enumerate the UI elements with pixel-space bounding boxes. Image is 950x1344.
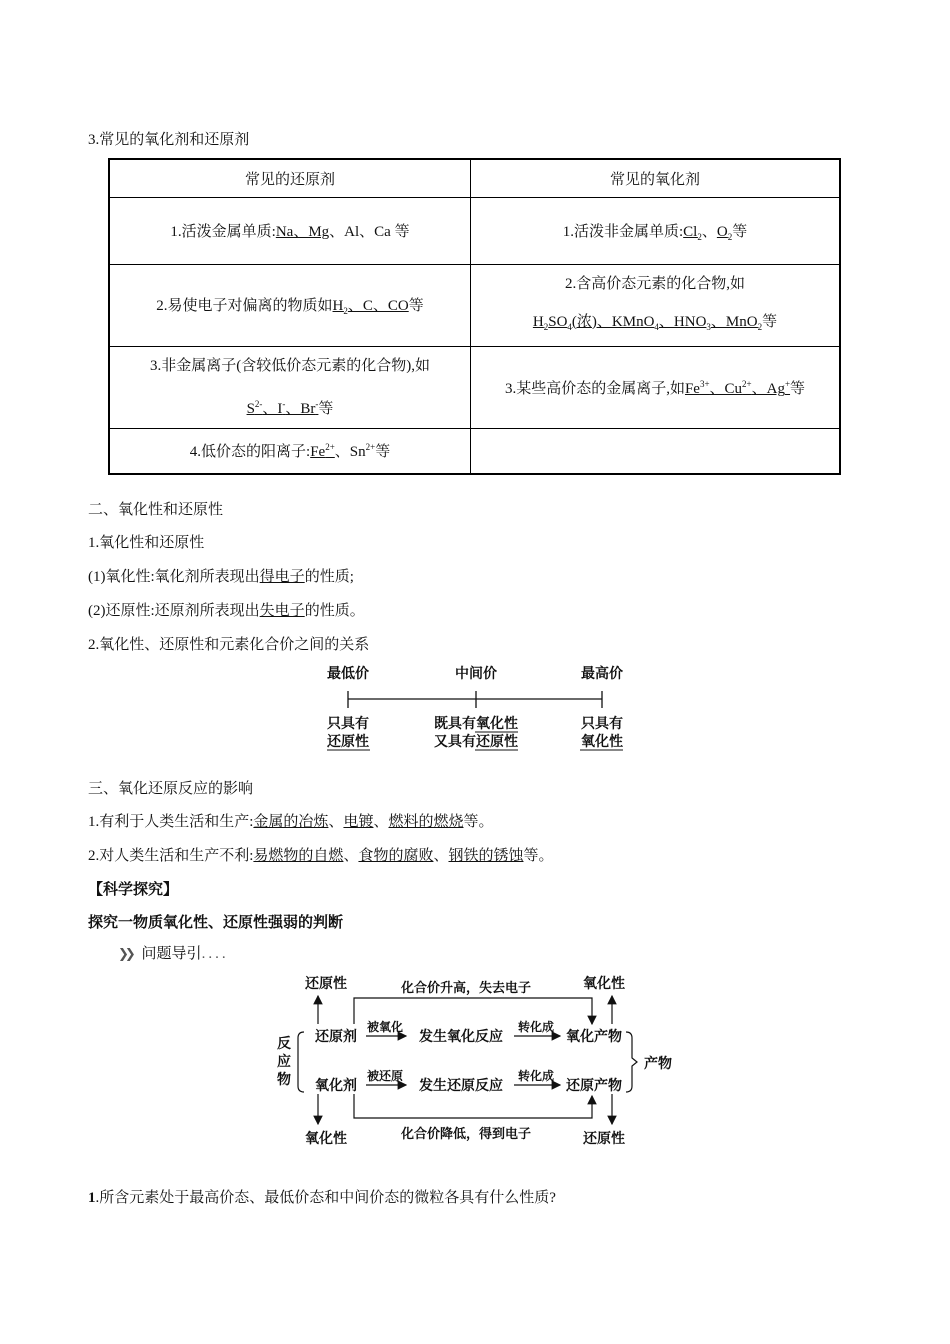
section-heading: 三、氧化还原反应的影响	[88, 781, 254, 797]
reactant-label-1: 反	[277, 1036, 291, 1052]
table-cell: 2.含高价态元素的化合物,如 $H_2SO_4$(浓)、KMnO$_4$、$HNO_3$、MnO$_2$等	[471, 264, 841, 346]
svg-text:既具有氧化性: 既具有氧化性	[434, 716, 518, 732]
bottom-right-label: 还原性	[583, 1131, 625, 1147]
reactant-label-3: 物	[277, 1072, 291, 1088]
table-cell: 1.活泼金属单质:Na、Mg、Al、Ca 等	[109, 197, 471, 264]
reactant-label-2: 应	[277, 1054, 291, 1070]
svg-text:转化成: 转化成	[517, 1069, 555, 1083]
question-1: 1.所含元素处于最高价态、最低价态和中间价态的微粒各具有什么性质?	[88, 1190, 556, 1206]
svg-text:还原产物: 还原产物	[566, 1078, 622, 1094]
top-left-label: 还原性	[305, 976, 347, 992]
section-heading: 二、氧化性和还原性	[88, 502, 224, 518]
svg-text:氧化产物: 氧化产物	[566, 1029, 622, 1045]
table-cell: 4.低价态的阳离子$:Fe^{2+}$、$Sn^{2+}$等	[109, 428, 471, 474]
svg-text:发生氧化反应: 发生氧化反应	[419, 1029, 503, 1045]
table-header-oxidizer: 常见的氧化剂	[471, 159, 841, 197]
label-highest: 最高价	[581, 666, 623, 682]
label-middle: 中间价	[455, 666, 497, 682]
paragraph: 2.对人类生活和生产不利:易燃物的自燃、食物的腐败、钢铁的锈蚀等。	[88, 848, 554, 864]
dots-icon: ....	[201, 946, 229, 962]
paragraph: (2)还原性:还原剂所表现出失电子的性质。	[88, 603, 365, 619]
svg-text:氧化剂: 氧化剂	[315, 1078, 357, 1094]
svg-text:被还原: 被还原	[366, 1069, 404, 1083]
guide-line: ❯❯ 问题导引....	[118, 946, 229, 962]
svg-text:发生还原反应: 发生还原反应	[419, 1078, 503, 1094]
paragraph: 2.氧化性、还原性和元素化合价之间的关系	[88, 637, 370, 653]
valence-diagram	[300, 658, 650, 758]
bottom-left-label: 氧化性	[305, 1131, 347, 1147]
svg-text:只具有: 只具有	[581, 716, 623, 732]
svg-text:还原剂: 还原剂	[315, 1029, 357, 1045]
svg-text:又具有还原性: 又具有还原性	[434, 734, 518, 750]
table-cell: 3.某些高价态的金属离子,如$Fe^{3+}$、$Cu^{2+}$、Ag+等	[471, 346, 841, 428]
table-cell-empty	[471, 428, 841, 474]
svg-text:化合价降低，得到电子: 化合价降低，得到电子	[400, 1127, 532, 1142]
svg-text:还原性: 还原性	[327, 734, 369, 750]
svg-text:化合价升高，失去电子: 化合价升高，失去电子	[400, 981, 532, 996]
section-title: 3.常见的氧化剂和还原剂	[88, 132, 250, 148]
top-right-label: 氧化性	[583, 976, 625, 992]
svg-text:只具有: 只具有	[327, 716, 369, 732]
science-heading: 【科学探究】	[88, 882, 179, 898]
paragraph: (1)氧化性:氧化剂所表现出得电子的性质;	[88, 569, 354, 585]
table-cell: 2.易使电子对偏离的物质如$H_2$、C、CO等	[109, 264, 471, 346]
reagent-table	[108, 158, 841, 475]
science-subheading: 探究一物质氧化性、还原性强弱的判断	[88, 915, 344, 931]
svg-text:氧化性: 氧化性	[581, 734, 623, 750]
paragraph: 1.氧化性和还原性	[88, 535, 205, 551]
paragraph: 1.有利于人类生活和生产:金属的冶炼、电镀、燃料的燃烧等。	[88, 814, 494, 830]
svg-text:产物: 产物	[644, 1056, 672, 1072]
label-lowest: 最低价	[327, 666, 369, 682]
double-chevron-icon: ❯❯	[118, 947, 132, 962]
table-header-reducer: 常见的还原剂	[109, 159, 471, 197]
svg-text:被氧化: 被氧化	[366, 1020, 404, 1034]
svg-text:转化成: 转化成	[517, 1020, 555, 1034]
redox-flow-diagram	[270, 968, 690, 1158]
table-cell: 1.活泼非金属单质$:Cl_2$、$O_2$等	[471, 197, 841, 264]
table-cell: 3.非金属离子(含较低价态元素的化合物),如 $S^{2-}$、I-、Br-等	[109, 346, 471, 428]
